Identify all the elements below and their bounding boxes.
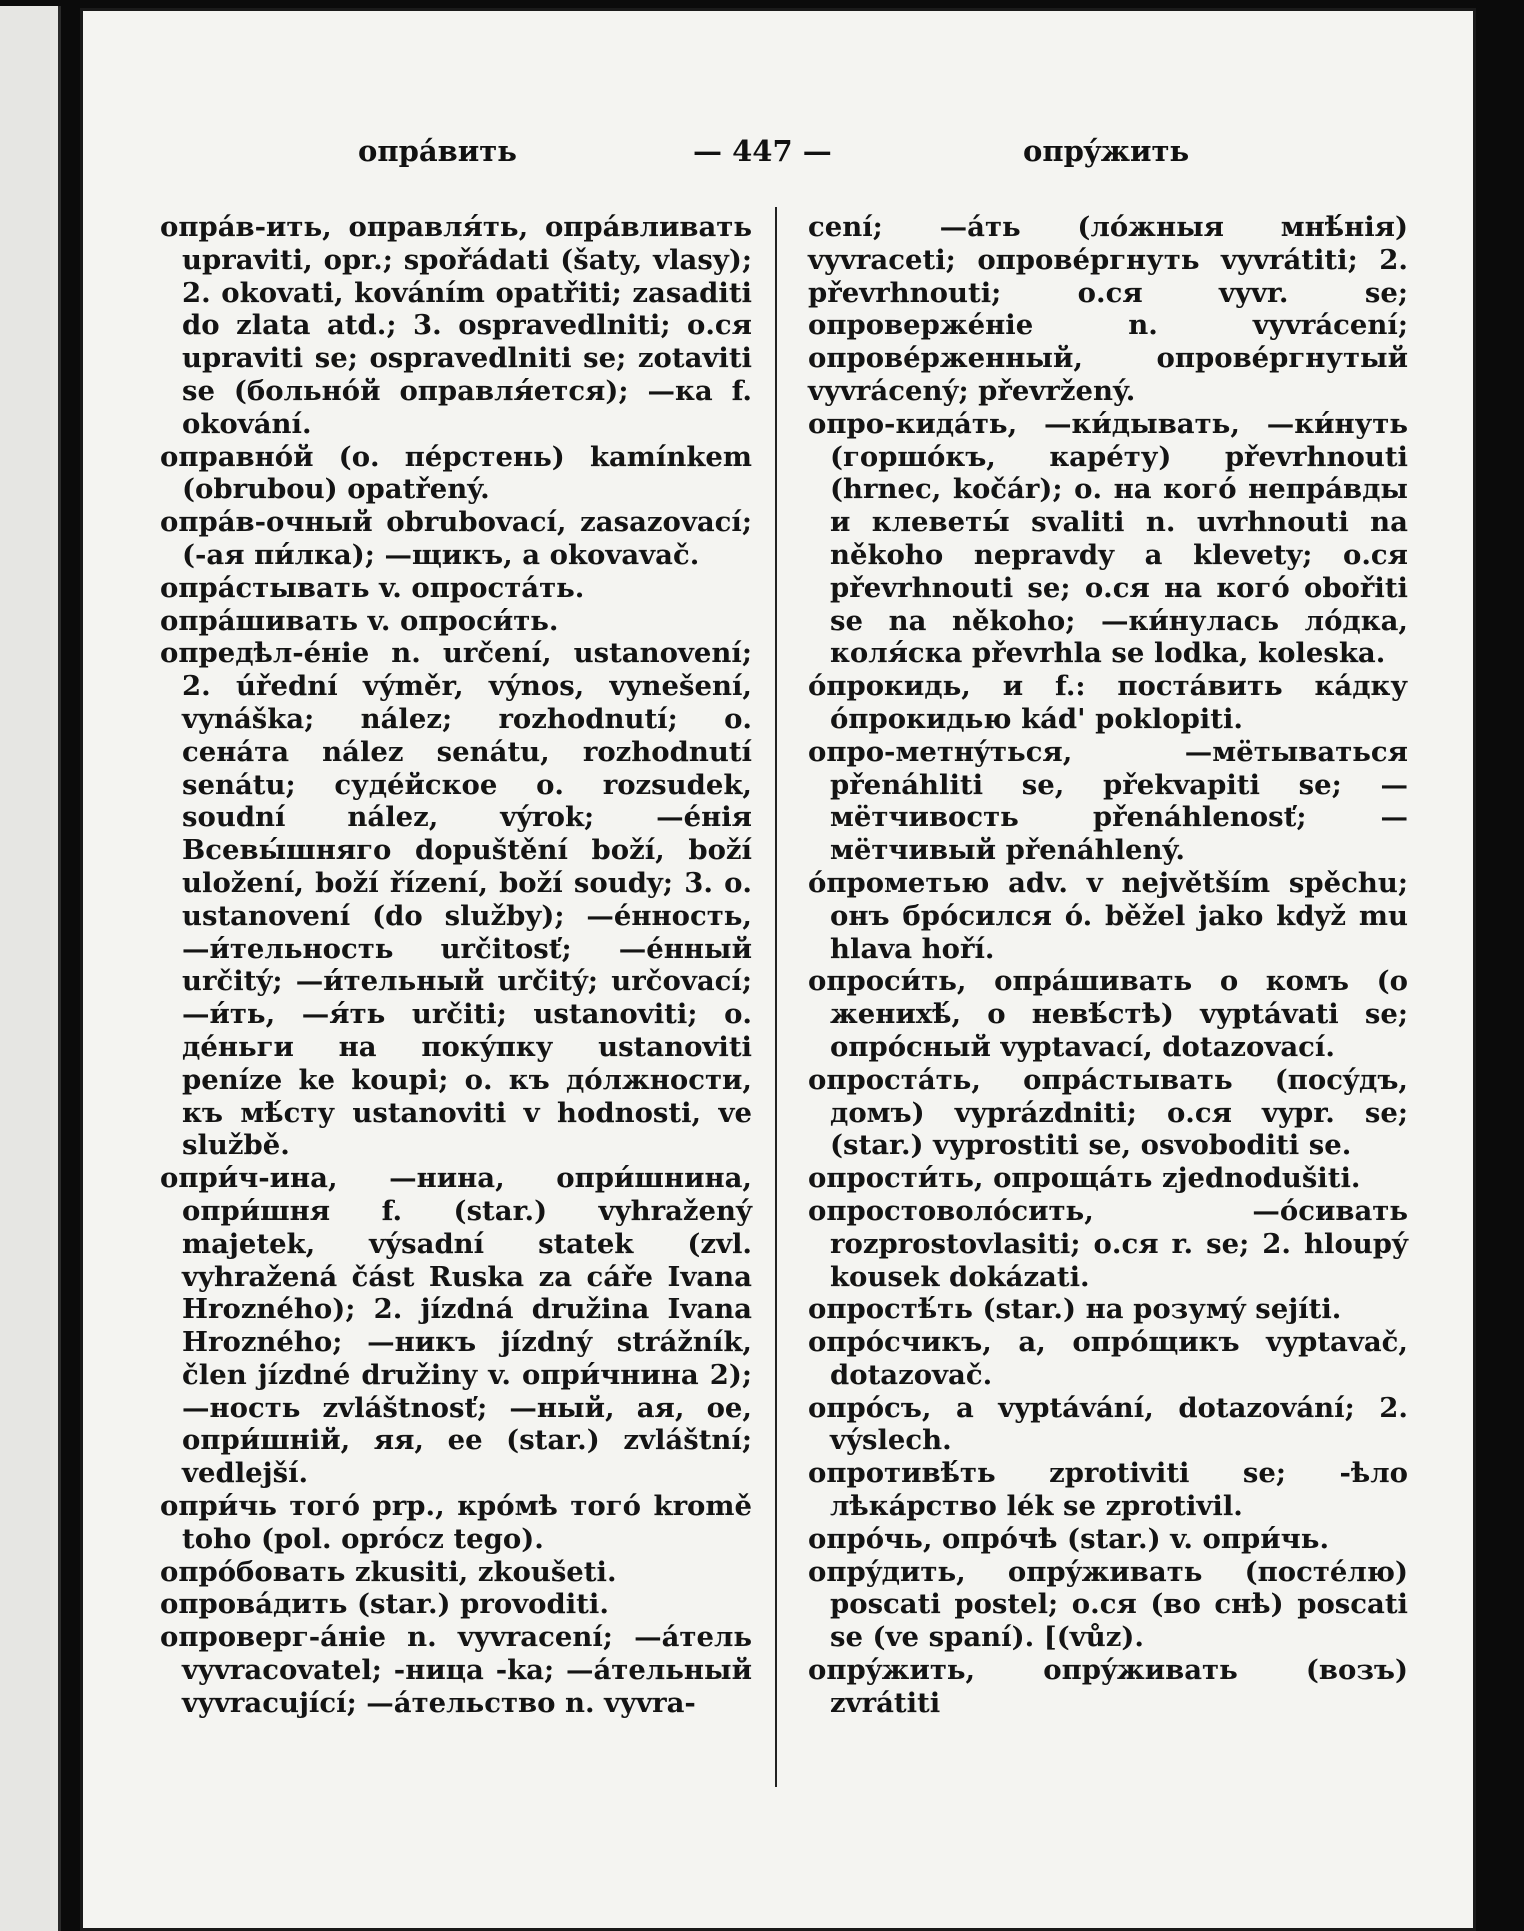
dictionary-entry: опроверг-áніе n. vyvracení; —áтель vyvracovatel; -ница -ka; —áтельный vyvracující; —áтельство n. vyvra- (160, 1621, 752, 1719)
dictionary-entry: опрýжить, опрýживать (возъ) zvrátiti (808, 1654, 1408, 1719)
page-number: — 447 — (693, 134, 832, 168)
dictionary-entry: опро-метнýться, —мётываться přenáhliti se, překvapiti se; —мётчивость přenáhlenosť; —мётчивый přenáhlený. (808, 735, 1408, 867)
dictionary-entry: опри́чь тогó prp., крóмѣ тогó kromě toho (pol. oprócz tego). (160, 1490, 752, 1555)
dictionary-entry: опроси́ть, опрáшивать о комъ (о женихѣ́, о невѣ́стѣ) vyptávati se; опрóсный vyptavací, dotazovací. (808, 965, 1408, 1063)
guide-word-left: опрáвить (358, 134, 517, 168)
dictionary-entry: опрóсъ, а vyptávání, dotazování; 2. výslech. (808, 1391, 1408, 1457)
dictionary-entry: опрáв-очный obrubovací, zasazovací; (-ая пи́лка); —щикъ, a okovavač. (160, 506, 752, 571)
dictionary-entry: опро-кидáть, —ки́дывать, —ки́нуть (горшóкъ, карéту) převrhnouti (hrnec, kočár); о. на когó непрáвды и клеветы́ svaliti n. uvrhnouti na někoho nepravdy a klevety; о.ся převrhnouti se; о.ся на когó obořiti se na někoho; —ки́нулась лóдка, коля́ска převrhla se lodka, koleska. (808, 407, 1408, 670)
dictionary-entry: оправнóй (о. пéрстень) kamínkem (obrubou) opatřený. (160, 440, 752, 506)
scan-margin (1478, 0, 1524, 1931)
dictionary-entry: óпрометью adv. v největším spěchu; онъ брóсился ó. běžel jako když mu hlava hoří. (808, 866, 1408, 965)
dictionary-entry: óпрокидь, и f.: постáвить кáдку óпрокидью kád' poklopiti. (808, 670, 1408, 735)
dictionary-entry: опровáдить (star.) provoditi. (160, 1588, 609, 1621)
dictionary-entry: опростáть, опрáстывать (посýдъ, домъ) vyprázdniti; о.ся vypr. se; (star.) vyprostiti se, osvoboditi se. (808, 1063, 1408, 1162)
column-divider (775, 207, 777, 1787)
right-column (808, 211, 1408, 1720)
dictionary-entry: опрáстывать v. опростáть. (160, 571, 585, 604)
dictionary-entry: опростѣ́ть (star.) на розумý sejíti. (808, 1293, 1342, 1326)
dictionary-entry: опрáшивать v. опроси́ть. (160, 604, 559, 637)
dictionary-entry: опрóчь, опрóчѣ (star.) v. опри́чь. (808, 1522, 1330, 1555)
dictionary-entry: опрóбовать zkusiti, zkoušeti. (160, 1555, 617, 1588)
left-column (160, 211, 752, 1720)
dictionary-entry: cení; —áть (лóжныя мнѣ́нія) vyvraceti; опровéргнуть vyvrátiti; 2. převrhnouti; о.ся vyvr. se; опровержéніе n. vyvrácení; опровéрженный, опровéргнутый vyvrácený; převržený. (808, 211, 1408, 407)
dictionary-entry: опрýдить, опрýживать (постéлю) poscati postel; о.ся (во снѣ) poscati se (ve spaní). [(vůz). (808, 1555, 1408, 1654)
dictionary-entry: опрáв-ить, оправля́ть, опрáвливать upraviti, opr.; spořádati (šaty, vlasy); 2. okovati, kováním opatřiti; zasaditi do zlata atd.; 3. ospravedlniti; о.ся upraviti se; ospravedlniti se; zotaviti se (больнóй оправля́ется); —ка f. okování. (160, 211, 752, 440)
dictionary-entry: опротивѣ́ть zprotiviti se; -ѣло лѣкáрство lék se zprotivil. (808, 1457, 1408, 1523)
adjacent-page-edge (0, 6, 61, 1931)
dictionary-entry: опрости́ть, опрощáть zjednodušiti. (808, 1162, 1361, 1195)
dictionary-entry: опрóсчикъ, а, опрóщикъ vyptavač, dotazovač. (808, 1326, 1408, 1391)
dictionary-entry: опредѣл-éніе n. určení, ustanovení; 2. úřední výměr, výnos, vynešení, vynáška; nález; rozhodnutí; о. сенáта nález senátu, rozhodnutí senátu; судéйское о. rozsudek, soudní nález, výrok; —éнія Всевы́шняго dopuštění boží, boží uložení, boží řízení, boží soudy; 3. о. ustanovení (do služby); —éнность, —и́тельность určitosť; —éнный určitý; —и́тельный určitý; určovací; —и́ть, —я́ть určiti; ustanoviti; о. дéньги на покýпку ustanoviti peníze ke koupi; о. къ дóлжности, къ мѣ́сту ustanoviti v hodnosti, ve službě. (160, 637, 752, 1162)
guide-word-right: опрýжить (1023, 134, 1190, 168)
dictionary-entry: опростоволóсить, —óсивать rozprostovlasiti; о.ся r. se; 2. hloupý kousek dokázati. (808, 1194, 1408, 1293)
dictionary-entry: опри́ч-ина, —нина, опри́шнина, опри́шня f. (star.) vyhražený majetek, výsadní statek (zvl. vyhražená část Ruska za cáře Ivana Hrozného); 2. jízdná družina Ivana Hrozného; —никъ jízdný strážník, člen jízdné družiny v. опри́чнина 2); —ность zvláštnosť; —ный, ая, ое, опри́шній, яя, ее (star.) zvláštní; vedlejší. (160, 1162, 752, 1490)
dictionary-page (80, 8, 1476, 1931)
running-head (83, 134, 1473, 174)
